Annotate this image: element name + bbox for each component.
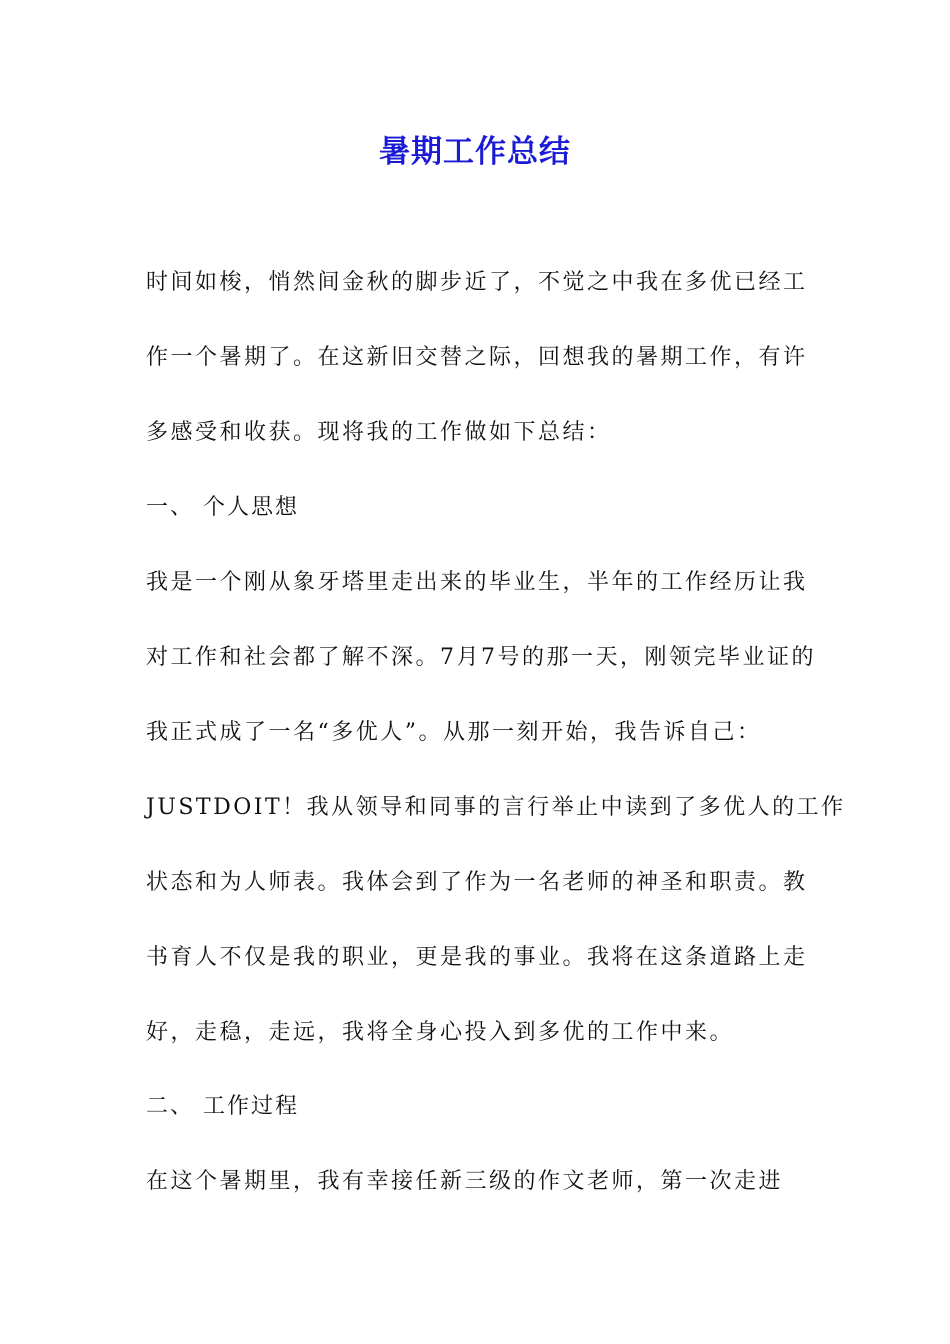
paragraph-line: 书育人不仅是我的职业，更是我的事业。我将在这条道路上走 (146, 945, 808, 970)
paragraph-line: 我正式成了一名“多优人”。从那一刻开始，我告诉自己： (146, 720, 762, 745)
paragraph-line: 作一个暑期了。在这新旧交替之际，回想我的暑期工作，有许 (146, 345, 808, 370)
document-title: 暑期工作总结 (379, 134, 571, 170)
section-heading-1: 一、 个人思想 (146, 495, 299, 520)
paragraph-line: 时间如梭，悄然间金秋的脚步近了，不觉之中我在多优已经工 (146, 270, 808, 295)
paragraph-line: 我是一个刚从象牙塔里走出来的毕业生，半年的工作经历让我 (146, 570, 808, 595)
paragraph-line: JUSTDOIT！我从领导和同事的言行举止中读到了多优人的工作 (146, 795, 846, 820)
paragraph-line: 对工作和社会都了解不深。7月7号的那一天，刚领完毕业证的 (146, 645, 816, 670)
paragraph-line: 好，走稳，走远，我将全身心投入到多优的工作中来。 (146, 1020, 735, 1045)
paragraph-line: 状态和为人师表。我体会到了作为一名老师的神圣和职责。教 (146, 870, 808, 895)
section-heading-2: 二、 工作过程 (146, 1094, 299, 1119)
paragraph-line: 在这个暑期里，我有幸接任新三级的作文老师，第一次走进 (146, 1169, 784, 1194)
paragraph-line: 多感受和收获。现将我的工作做如下总结： (146, 420, 612, 445)
